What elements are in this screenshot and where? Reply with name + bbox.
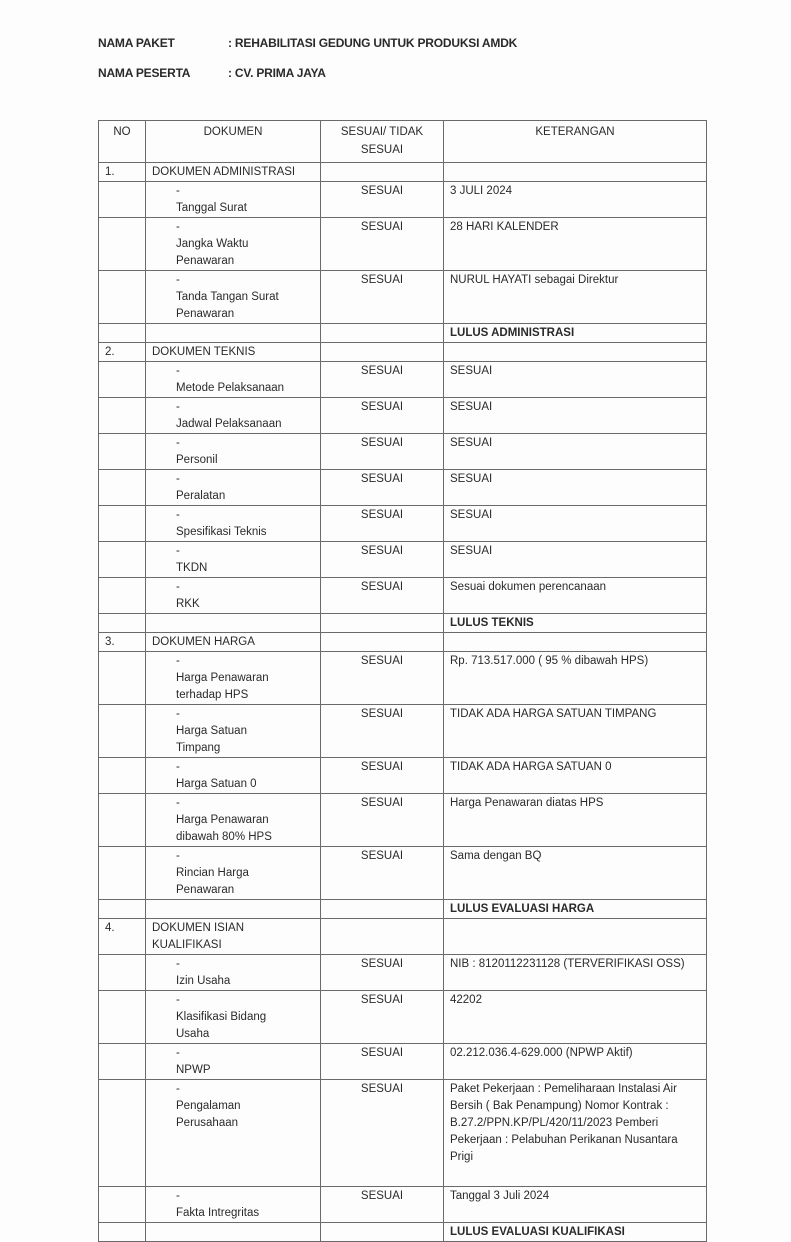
empty-cell: [99, 182, 146, 218]
table-row: [99, 542, 707, 578]
empty-cell: [321, 324, 444, 343]
bullet-dash: -: [176, 473, 180, 485]
dokumen-cell: [146, 1044, 321, 1080]
empty-cell: [99, 652, 146, 705]
dokumen-label: Harga Penawaran dibawah 80% HPS: [176, 814, 272, 843]
bullet-dash: -: [176, 437, 180, 449]
section-row: [99, 919, 707, 955]
empty-cell: [99, 847, 146, 900]
empty-cell: [99, 1044, 146, 1080]
table-row: [99, 182, 707, 218]
result-row: [99, 1223, 707, 1242]
bullet-dash: -: [176, 401, 180, 413]
table-row: [99, 1044, 707, 1080]
status-cell: SESUAI: [321, 542, 444, 578]
empty-cell: [444, 919, 707, 955]
keterangan-cell: NURUL HAYATI sebagai Direktur: [444, 271, 707, 324]
keterangan-cell: Rp. 713.517.000 ( 95 % dibawah HPS): [444, 652, 707, 705]
nama-paket-value: : REHABILITASI GEDUNG UNTUK PRODUKSI AMDK: [228, 36, 518, 50]
bullet-dash: -: [176, 185, 180, 197]
section-title: DOKUMEN ISIAN KUALIFIKASI: [146, 919, 321, 955]
keterangan-cell: Tanggal 3 Juli 2024: [444, 1187, 707, 1223]
status-cell: SESUAI: [321, 955, 444, 991]
empty-cell: [321, 919, 444, 955]
status-cell: SESUAI: [321, 271, 444, 324]
dokumen-label: Metode Pelaksanaan: [176, 382, 285, 394]
bullet-dash: -: [176, 797, 180, 809]
empty-cell: [99, 218, 146, 271]
bullet-dash: -: [176, 545, 180, 557]
dokumen-label: Personil: [176, 454, 218, 466]
result-row: [99, 614, 707, 633]
table-row: [99, 758, 707, 794]
dokumen-label: Jangka Waktu Penawaran: [176, 238, 249, 267]
empty-cell: [99, 758, 146, 794]
dokumen-label: NPWP: [176, 1064, 211, 1076]
dokumen-label: Harga Satuan 0: [176, 778, 257, 790]
keterangan-cell: SESUAI: [444, 434, 707, 470]
section-row: [99, 633, 707, 652]
keterangan-cell: Sama dengan BQ: [444, 847, 707, 900]
status-cell: SESUAI: [321, 758, 444, 794]
bullet-dash: -: [176, 221, 180, 233]
keterangan-cell: Sesuai dokumen perencanaan: [444, 578, 707, 614]
keterangan-cell: 28 HARI KALENDER: [444, 218, 707, 271]
table-header-row: [99, 121, 707, 163]
dokumen-label: Izin Usaha: [176, 975, 231, 987]
result-row: [99, 900, 707, 919]
nama-paket-label: NAMA PAKET: [98, 36, 175, 50]
bullet-dash: -: [176, 708, 180, 720]
evaluation-table: [98, 120, 707, 1242]
dokumen-cell: [146, 271, 321, 324]
column-header-dokumen: DOKUMEN: [146, 121, 321, 163]
empty-cell: [99, 1080, 146, 1187]
empty-cell: [99, 705, 146, 758]
dokumen-cell: [146, 470, 321, 506]
keterangan-cell: TIDAK ADA HARGA SATUAN TIMPANG: [444, 705, 707, 758]
status-cell: SESUAI: [321, 434, 444, 470]
status-cell: SESUAI: [321, 398, 444, 434]
empty-cell: [146, 324, 321, 343]
keterangan-cell: SESUAI: [444, 470, 707, 506]
table-row: [99, 652, 707, 705]
keterangan-cell: TIDAK ADA HARGA SATUAN 0: [444, 758, 707, 794]
bullet-dash: -: [176, 994, 180, 1006]
empty-cell: [321, 1223, 444, 1242]
bullet-dash: -: [176, 581, 180, 593]
table-row: [99, 434, 707, 470]
keterangan-cell: SESUAI: [444, 542, 707, 578]
empty-cell: [99, 1223, 146, 1242]
result-row: [99, 324, 707, 343]
bullet-dash: -: [176, 1190, 180, 1202]
table-row: [99, 794, 707, 847]
empty-cell: [99, 506, 146, 542]
section-number: 3.: [99, 633, 146, 652]
bullet-dash: -: [176, 509, 180, 521]
section-row: [99, 163, 707, 182]
empty-cell: [99, 900, 146, 919]
nama-peserta-value: : CV. PRIMA JAYA: [228, 66, 326, 80]
status-cell: SESUAI: [321, 991, 444, 1044]
dokumen-cell: [146, 652, 321, 705]
keterangan-cell: 3 JULI 2024: [444, 182, 707, 218]
dokumen-cell: [146, 182, 321, 218]
status-cell: SESUAI: [321, 218, 444, 271]
column-header-no: NO: [99, 121, 146, 163]
nama-peserta-line: [98, 66, 326, 80]
empty-cell: [321, 163, 444, 182]
table-row: [99, 578, 707, 614]
keterangan-cell: Harga Penawaran diatas HPS: [444, 794, 707, 847]
dokumen-cell: [146, 218, 321, 271]
empty-cell: [444, 343, 707, 362]
empty-cell: [321, 614, 444, 633]
bullet-dash: -: [176, 1083, 180, 1095]
status-cell: SESUAI: [321, 1080, 444, 1187]
table-row: [99, 271, 707, 324]
empty-cell: [99, 542, 146, 578]
status-cell: SESUAI: [321, 362, 444, 398]
section-number: 1.: [99, 163, 146, 182]
status-cell: SESUAI: [321, 470, 444, 506]
table-row: [99, 506, 707, 542]
section-title: DOKUMEN ADMINISTRASI: [146, 163, 321, 182]
empty-cell: [444, 633, 707, 652]
dokumen-label: Rincian Harga Penawaran: [176, 867, 249, 896]
status-cell: SESUAI: [321, 1187, 444, 1223]
empty-cell: [99, 398, 146, 434]
dokumen-label: RKK: [176, 598, 200, 610]
dokumen-cell: [146, 955, 321, 991]
bullet-dash: -: [176, 655, 180, 667]
dokumen-label: Spesifikasi Teknis: [176, 526, 267, 538]
dokumen-cell: [146, 398, 321, 434]
dokumen-cell: [146, 794, 321, 847]
keterangan-cell: SESUAI: [444, 398, 707, 434]
dokumen-cell: [146, 434, 321, 470]
empty-cell: [321, 343, 444, 362]
section-result: LULUS EVALUASI KUALIFIKASI: [444, 1223, 707, 1242]
dokumen-label: Harga Penawaran terhadap HPS: [176, 672, 269, 701]
empty-cell: [99, 362, 146, 398]
dokumen-cell: [146, 578, 321, 614]
nama-paket-line: [98, 36, 517, 50]
keterangan-cell: SESUAI: [444, 506, 707, 542]
table-row: [99, 991, 707, 1044]
status-cell: SESUAI: [321, 506, 444, 542]
empty-cell: [321, 900, 444, 919]
empty-cell: [146, 1223, 321, 1242]
dokumen-cell: [146, 991, 321, 1044]
bullet-dash: -: [176, 365, 180, 377]
bullet-dash: -: [176, 850, 180, 862]
empty-cell: [99, 991, 146, 1044]
dokumen-label: Jadwal Pelaksanaan: [176, 418, 282, 430]
empty-cell: [99, 614, 146, 633]
dokumen-cell: [146, 542, 321, 578]
dokumen-cell: [146, 362, 321, 398]
table-row: [99, 705, 707, 758]
bullet-dash: -: [176, 274, 180, 286]
section-number: 2.: [99, 343, 146, 362]
bullet-dash: -: [176, 958, 180, 970]
empty-cell: [99, 578, 146, 614]
table-row: [99, 470, 707, 506]
table-row: [99, 955, 707, 991]
empty-cell: [99, 434, 146, 470]
empty-cell: [99, 794, 146, 847]
dokumen-label: Tanda Tangan Surat Penawaran: [176, 291, 279, 320]
table-row: [99, 1080, 707, 1187]
empty-cell: [99, 324, 146, 343]
column-header-keterangan: KETERANGAN: [444, 121, 707, 163]
bullet-dash: -: [176, 761, 180, 773]
empty-cell: [146, 900, 321, 919]
empty-cell: [444, 163, 707, 182]
dokumen-label: Klasifikasi Bidang Usaha: [176, 1011, 267, 1040]
section-result: LULUS ADMINISTRASI: [444, 324, 707, 343]
section-result: LULUS TEKNIS: [444, 614, 707, 633]
status-cell: SESUAI: [321, 705, 444, 758]
dokumen-label: Tanggal Surat: [176, 202, 247, 214]
dokumen-label: Pengalaman Perusahaan: [176, 1100, 241, 1129]
status-cell: SESUAI: [321, 652, 444, 705]
status-cell: SESUAI: [321, 794, 444, 847]
column-header-status: SESUAI/ TIDAK SESUAI: [321, 121, 444, 163]
keterangan-cell: Paket Pekerjaan : Pemeliharaan Instalasi Air Bersih ( Bak Penampung) Nomor Kontrak : B.27.2/PPN.KP/PL/420/11/2023 Pemberi Pekerjaan : Pelabuhan Perikanan Nusantara Prigi: [444, 1080, 707, 1187]
dokumen-label: TKDN: [176, 562, 208, 574]
table-row: [99, 362, 707, 398]
bullet-dash: -: [176, 1047, 180, 1059]
table-row: [99, 1187, 707, 1223]
dokumen-cell: [146, 705, 321, 758]
status-cell: SESUAI: [321, 1044, 444, 1080]
table-row: [99, 398, 707, 434]
empty-cell: [99, 271, 146, 324]
empty-cell: [321, 633, 444, 652]
section-result: LULUS EVALUASI HARGA: [444, 900, 707, 919]
empty-cell: [146, 614, 321, 633]
empty-cell: [99, 1187, 146, 1223]
dokumen-cell: [146, 758, 321, 794]
dokumen-label: Harga Satuan Timpang: [176, 725, 247, 754]
table-row: [99, 847, 707, 900]
keterangan-cell: SESUAI: [444, 362, 707, 398]
section-title: DOKUMEN HARGA: [146, 633, 321, 652]
nama-peserta-label: NAMA PESERTA: [98, 66, 191, 80]
empty-cell: [99, 955, 146, 991]
keterangan-cell: 02.212.036.4-629.000 (NPWP Aktif): [444, 1044, 707, 1080]
dokumen-cell: [146, 1187, 321, 1223]
section-title: DOKUMEN TEKNIS: [146, 343, 321, 362]
status-cell: SESUAI: [321, 847, 444, 900]
keterangan-cell: 42202: [444, 991, 707, 1044]
dokumen-label: Fakta Intregritas: [176, 1207, 260, 1219]
dokumen-cell: [146, 1080, 321, 1187]
dokumen-cell: [146, 847, 321, 900]
empty-cell: [99, 470, 146, 506]
keterangan-cell: NIB : 8120112231128 (TERVERIFIKASI OSS): [444, 955, 707, 991]
table-row: [99, 218, 707, 271]
status-cell: SESUAI: [321, 578, 444, 614]
dokumen-label: Peralatan: [176, 490, 226, 502]
status-cell: SESUAI: [321, 182, 444, 218]
dokumen-cell: [146, 506, 321, 542]
table-body: [99, 163, 707, 1242]
section-number: 4.: [99, 919, 146, 955]
section-row: [99, 343, 707, 362]
